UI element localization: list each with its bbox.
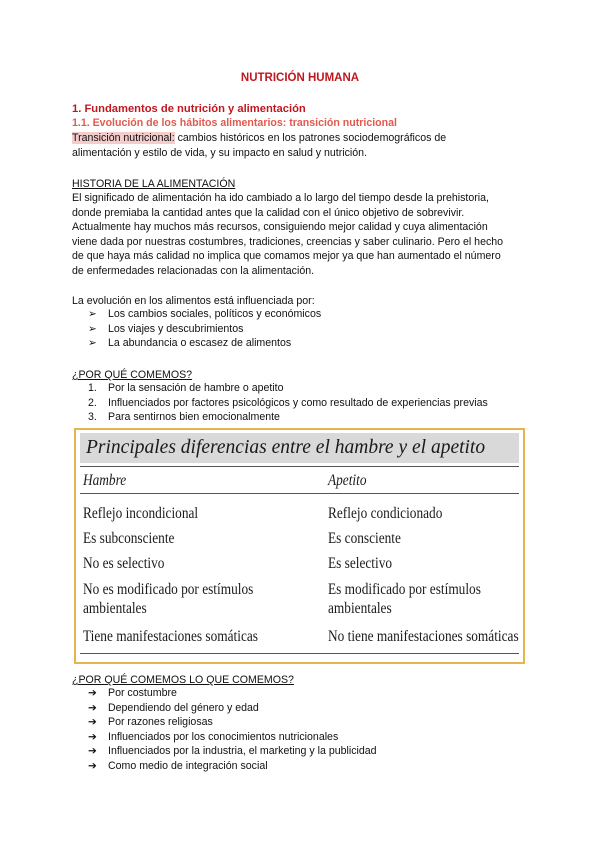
list-item: ➢ Los cambios sociales, políticos y económicos [88, 308, 322, 320]
arrowhead-bullet-icon: ➢ [88, 322, 97, 335]
table-cell: Reflejo incondicional [83, 505, 199, 522]
table-cell: Es selectivo [328, 555, 393, 572]
list-item: ➔ Como medio de integración social [88, 759, 268, 772]
evolucion-list [88, 307, 321, 351]
list-item: ➔ Por razones religiosas [88, 716, 213, 729]
historia-line: de enfermedades relacionadas con la alimentación. [72, 264, 315, 277]
evolucion-intro: La evolución en los alimentos está influenciada por: [72, 295, 315, 307]
transicion-line-1: cambios históricos en los patrones sociodemográficos de [174, 132, 447, 144]
transicion-paragraph [72, 131, 532, 160]
table-cell: No es modificado por estímulos [83, 581, 254, 598]
hambre-apetito-table-image [74, 428, 525, 664]
arrow-bullet-icon: ➔ [88, 687, 97, 699]
arrow-bullet-icon: ➔ [88, 745, 97, 758]
table-rule [80, 493, 519, 494]
transicion-term: Transición nutricional: [72, 132, 175, 144]
arrow-bullet-icon: ➔ [88, 759, 97, 772]
historia-line: viene dada por nuestras costumbres, tradiciones, creencias y saber culinario. Pero el hecho [72, 235, 504, 248]
porque-list [88, 381, 488, 425]
table-cell: Es modificado por estímulos [328, 581, 481, 598]
page-title: NUTRICIÓN HUMANA [240, 72, 360, 84]
list-item: ➔ Por costumbre [88, 687, 177, 699]
transicion-line-2: alimentación y estilo de vida, y su impacto en salud y nutrición. [72, 146, 368, 159]
arrowhead-bullet-icon: ➢ [88, 308, 97, 320]
porque-lo-que-list [88, 686, 377, 774]
table-cell: Es subconsciente [83, 530, 175, 547]
table-cell: ambientales [328, 600, 392, 617]
table-cell: No es selectivo [83, 555, 165, 572]
arrowhead-bullet-icon: ➢ [88, 337, 97, 350]
table-cell: ambientales [83, 600, 147, 617]
historia-paragraph [72, 191, 542, 279]
list-item: ➢ Los viajes y descubrimientos [88, 322, 244, 335]
table-cell: Tiene manifestaciones somáticas [83, 628, 258, 645]
list-item: ➔ Influenciados por la industria, el marketing y la publicidad [88, 745, 377, 758]
list-item: 2. Influenciados por factores psicológicos y como resultado de experiencias previas [88, 396, 488, 409]
arrow-bullet-icon: ➔ [88, 701, 97, 714]
col-head-apetito: Apetito [328, 472, 367, 489]
porque-heading: ¿POR QUÉ COMEMOS? [72, 369, 193, 381]
historia-line: Actualmente hay muchos más recursos, consiguiendo mejor calidad y cuya alimentación [72, 221, 488, 234]
list-item: ➔ Influenciados por los conocimientos nutricionales [88, 730, 339, 743]
table-cell: No tiene manifestaciones somáticas [328, 628, 519, 645]
arrow-bullet-icon: ➔ [88, 730, 97, 743]
list-item: ➔ Dependiendo del género y edad [88, 701, 259, 714]
list-item: 1. Por la sensación de hambre o apetito [88, 382, 284, 394]
col-head-hambre: Hambre [83, 472, 127, 489]
historia-line: El significado de alimentación ha ido cambiado a lo largo del tiempo desde la prehistoria, [72, 192, 489, 204]
historia-line: de que haya más calidad no implica que comamos mejor ya que han aumentado el número [72, 250, 501, 263]
table-cell: Reflejo condicionado [328, 505, 443, 522]
historia-heading: HISTORIA DE LA ALIMENTACIÓN [72, 178, 236, 190]
list-item: ➢ La abundancia o escasez de alimentos [88, 337, 292, 350]
table-rule [80, 653, 519, 654]
table-cell: Es consciente [328, 530, 401, 547]
table-title: Principales diferencias entre el hambre y el apetito [80, 433, 519, 463]
porque-lo-que-heading: ¿POR QUÉ COMEMOS LO QUE COMEMOS? [72, 674, 294, 686]
table-rule [80, 466, 519, 467]
heading-1-1: 1.1. Evolución de los hábitos alimentarios: transición nutricional [72, 117, 397, 129]
arrow-bullet-icon: ➔ [88, 716, 97, 729]
historia-line: donde premiaba la cantidad antes que la calidad con el único objetivo de sobrevivir. [72, 206, 465, 219]
heading-1: 1. Fundamentos de nutrición y alimentación [72, 103, 306, 115]
list-item: 3. Para sentirnos bien emocionalmente [88, 411, 280, 424]
